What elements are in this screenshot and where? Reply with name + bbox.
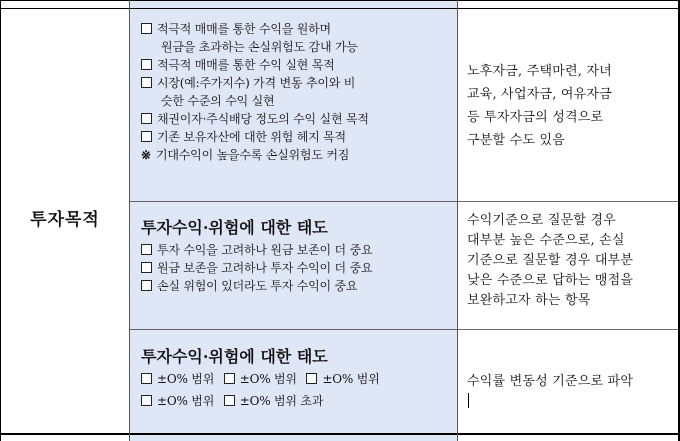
checkbox[interactable] bbox=[141, 23, 152, 34]
list-item: ±O% 범위 ±O% 범위 ±O% 범위 bbox=[141, 370, 453, 388]
note-attitude: 수익기준으로 질문할 경우 대부분 높은 수준으로, 손실 기준으로 질문할 경우 대부분 낮은 수준으로 답하는 맹점을 보완하고자 하는 항목 bbox=[467, 213, 634, 308]
list-item: 손실 위험이 있더라도 투자 수익이 중요 bbox=[141, 277, 453, 295]
list-item: 기존 보유자산에 대한 위험 헤지 목적 bbox=[141, 128, 453, 146]
checkbox[interactable] bbox=[141, 59, 152, 70]
column-divider-2 bbox=[457, 0, 458, 441]
checkbox[interactable] bbox=[141, 280, 152, 291]
checkbox[interactable] bbox=[141, 395, 152, 406]
section-heading: 투자수익·위험에 대한 태도 bbox=[141, 347, 328, 366]
list-item: 투자 수익을 고려하나 원금 보존이 더 중요 bbox=[141, 241, 453, 259]
checkbox[interactable] bbox=[306, 373, 317, 384]
note-purpose: 노후자금, 주택마련, 자녀 교육, 사업자금, 여유자금 등 투자자금의 성격으로 구분할 수도 있음 bbox=[467, 64, 612, 148]
list-item: 적극적 매매를 통한 수익을 원하며 bbox=[141, 20, 453, 38]
list-item: 원금을 초과하는 손실위험도 감내 가능 bbox=[161, 40, 358, 54]
checkbox[interactable] bbox=[141, 131, 152, 142]
table-border-bottom bbox=[0, 433, 680, 435]
list-item: 채권이자·주식배당 정도의 수익 실현 목적 bbox=[141, 110, 453, 128]
checkbox[interactable] bbox=[141, 262, 152, 273]
list-item: 적극적 매매를 통한 수익 실현 목적 bbox=[141, 56, 453, 74]
table-border-top-double bbox=[0, 8, 680, 9]
note-range: 수익률 변동성 기준으로 파악 bbox=[467, 370, 673, 408]
checkbox[interactable] bbox=[141, 113, 152, 124]
range-options-block bbox=[141, 346, 453, 410]
attitude-options-block bbox=[141, 217, 453, 295]
list-item: 슷한 수준의 수익 실현 bbox=[161, 94, 275, 108]
checkbox[interactable] bbox=[224, 395, 235, 406]
text-cursor bbox=[468, 393, 469, 408]
checkbox[interactable] bbox=[141, 77, 152, 88]
checkbox[interactable] bbox=[141, 244, 152, 255]
table-border-top bbox=[0, 0, 680, 1]
checkbox[interactable] bbox=[141, 373, 152, 384]
reference-mark-icon: ※ bbox=[141, 148, 151, 162]
row-label: 투자목적 bbox=[30, 210, 100, 230]
row-divider-2 bbox=[130, 329, 680, 330]
section-heading: 투자수익·위험에 대한 태도 bbox=[141, 218, 328, 237]
purpose-options-block bbox=[141, 20, 453, 164]
list-item: 원금 보존을 고려하나 투자 수익이 더 중요 bbox=[141, 259, 453, 277]
row-divider-1 bbox=[130, 201, 680, 202]
list-item: ±O% 범위 ±O% 범위 초과 bbox=[141, 392, 453, 410]
list-item: 시장(예:주가지수) 가격 변동 추이와 비 bbox=[141, 74, 453, 92]
list-item: ※ 기대수익이 높을수록 손실위험도 커짐 bbox=[141, 148, 350, 162]
checkbox[interactable] bbox=[224, 373, 235, 384]
